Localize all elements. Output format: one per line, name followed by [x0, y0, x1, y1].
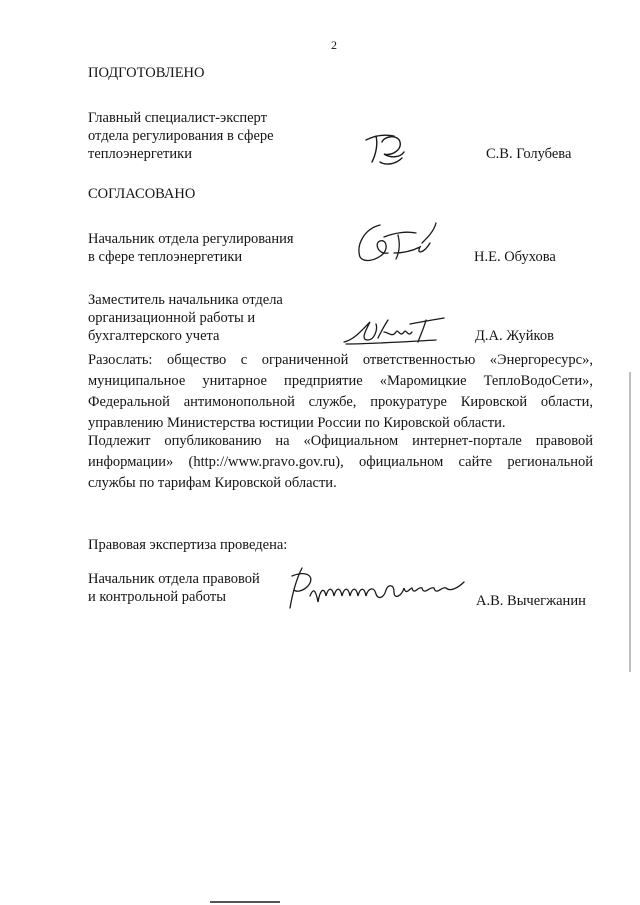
scan-bottom-mark [210, 901, 280, 903]
agreed-1-position-line-1: Начальник отдела регулирования [88, 231, 294, 247]
publication-paragraph: Подлежит опубликованию на «Официальном интернет-портале правовой информации» (http://www.pravo.gov.ru), официальном сайте региональной службы по тарифам Кировской области. [88, 433, 593, 491]
distribution-paragraph: Разослать: общество с ограниченной ответственностью «Энергоресурс», муниципальное унитарное предприятие «Маромицкие ТеплоВодоСети», Федеральной антимонопольной службе, прокуратуре Кировской области, управлению Министерства юстиции России по Кировской области. [88, 352, 593, 431]
prepared-position-line-3: теплоэнергетики [88, 146, 192, 162]
signature-zhuikov [340, 310, 460, 350]
agreed-1-position-line-2: в сфере теплоэнергетики [88, 249, 243, 265]
signature-vychegzhanin [282, 562, 470, 614]
agreed-1-name: Н.Е. Обухова [474, 249, 556, 265]
page-number: 2 [331, 38, 337, 52]
legal-position-line-1: Начальник отдела правовой [88, 571, 260, 587]
agreed-heading: СОГЛАСОВАНО [88, 186, 196, 202]
prepared-heading: ПОДГОТОВЛЕНО [88, 65, 205, 81]
prepared-name: С.В. Голубева [486, 146, 572, 162]
scan-edge-line [629, 372, 631, 672]
legal-review-note: Правовая экспертиза проведена: [88, 537, 288, 553]
signature-golubeva [360, 122, 412, 174]
legal-name: А.В. Вычегжанин [476, 593, 586, 609]
agreed-2-position-line-3: бухгалтерского учета [88, 328, 220, 344]
agreed-2-position-line-1: Заместитель начальника отдела [88, 292, 283, 308]
prepared-position-line-2: отдела регулирования в сфере [88, 128, 274, 144]
signature-obukhova [350, 213, 440, 269]
agreed-2-position-line-2: организационной работы и [88, 310, 256, 326]
agreed-2-name: Д.А. Жуйков [475, 328, 554, 344]
prepared-position-line-1: Главный специалист-эксперт [88, 110, 267, 126]
legal-position-line-2: и контрольной работы [88, 589, 226, 605]
